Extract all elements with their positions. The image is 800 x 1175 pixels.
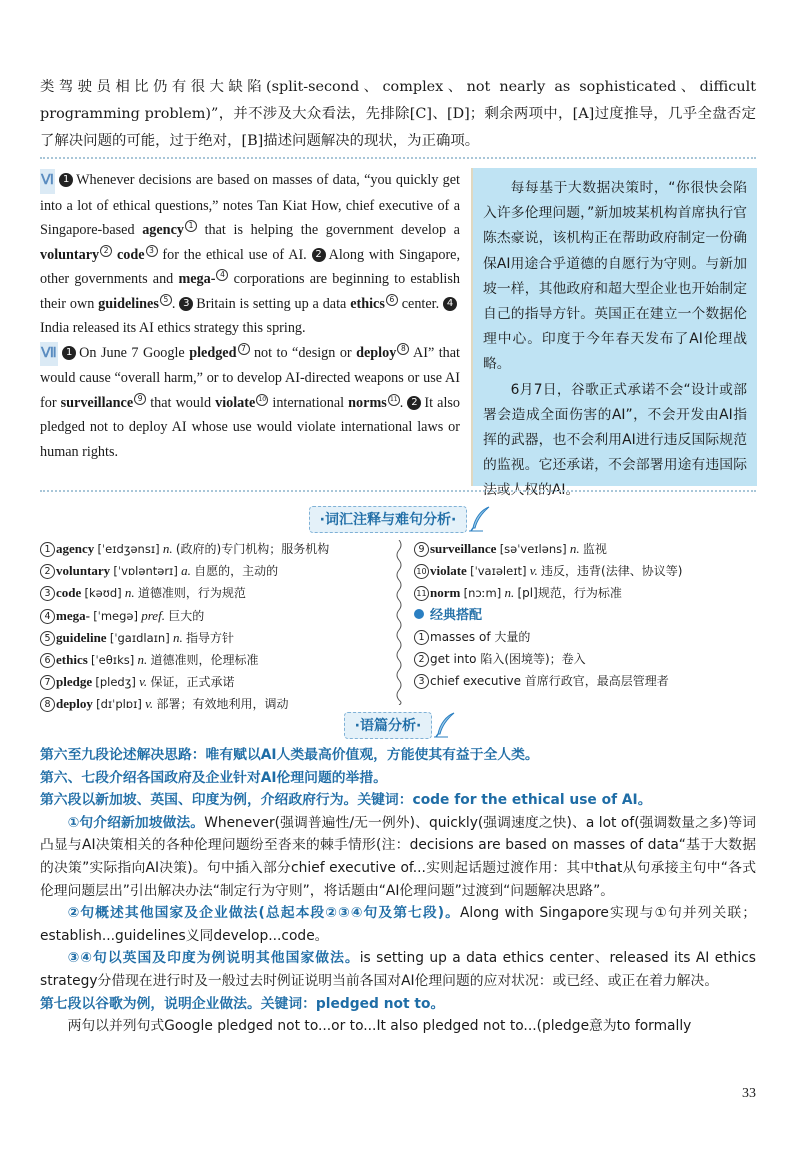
- vocab-word: code: [116, 246, 145, 263]
- footnote-marker: 2: [100, 245, 112, 257]
- section-pill: ·语篇分析·: [344, 712, 433, 739]
- footnote-marker: 1: [185, 220, 197, 232]
- sentence-number: 1: [59, 173, 73, 187]
- para-marker-6: Ⅵ: [40, 169, 55, 194]
- collocation-entry: 3 chief executive 首席行政官，最高层管理者: [414, 670, 764, 692]
- paragraph-6: Ⅵ 1 Whenever decisions are based on masses of data, “you quickly get into a lot of ethical questions,” notes Tan Kiat How, chief executive of a Singapore-based agency 1 that is helping the government develop a voluntary 2 code 3 for the ethical use of AI. 2 Along with Singapore, other governments and mega- 4 corporations are beginning to establish their own guidelines 5 . 3 Britain is setting up a data ethics 6 center. 4India released its AI ethics strategy this spring.: [40, 168, 460, 341]
- footnote-marker: 5: [160, 294, 172, 306]
- vocab-word: deploy: [356, 344, 397, 361]
- vocab-word: guidelines: [98, 295, 159, 312]
- footnote-marker: 9: [134, 393, 146, 405]
- analysis-para-2: ②句概述其他国家及企业做法(总起本段②③④句及第七段)。Along with Singapore实现与①句并列关联；establish...guidelines义同develop...code。: [40, 905, 756, 944]
- vocab-list-left: [40, 538, 390, 716]
- analysis-para-1: ①句介绍新加坡做法。Whenever(强调普遍性/无一例外)、quickly(强调速度之快)、a lot of(强调数量之多)等词凸显与AI决策相关的各种伦理问题纷至沓来的棘手情形(注：decisions are based on masses of data“基于大数据的决策”实际指向AI决策)。句中插入部分chief executive of...实则起话题过渡作用：其中that从句承接主句中“各式伦理问题层出”引出解决办法“制定行为守则”，将话题由“AI伦理问题”过渡到“问题解决思路”。: [40, 814, 757, 899]
- vocab-word: mega-: [178, 271, 216, 287]
- vocab-section-title: [0, 506, 800, 533]
- sentence-number: 1: [62, 346, 76, 360]
- analysis-para-3: ③④句以英国及印度为例说明其他国家做法。is setting up a data ethics center、released its AI ethics strategy分借现在进行时及一般过去时例证说明当前各国对AI伦理问题的应对状况：或已经、或正在着力解决。: [40, 950, 756, 989]
- discourse-analysis: [40, 744, 756, 1038]
- quill-pen-icon: [469, 506, 491, 532]
- classic-collocations-heading: 经典搭配: [414, 605, 764, 626]
- vocab-entry: 3 code [kəʊd] n. 道德准则，行为规范: [40, 582, 390, 604]
- vocab-entry: 6 ethics [ˈeθɪks] n. 道德准则，伦理标准: [40, 649, 390, 671]
- translation-box: [471, 168, 757, 499]
- vocab-entry: 7 pledge [pledʒ] v. 保证，正式承诺: [40, 671, 390, 693]
- footnote-marker: 7: [238, 343, 250, 355]
- column-divider-wavy: [393, 540, 405, 705]
- bullet-dot-icon: [414, 609, 424, 619]
- footnote-marker: 10: [256, 394, 268, 406]
- sentence-number: 2: [312, 248, 326, 262]
- footnote-marker: 3: [146, 245, 158, 257]
- analysis-line-1: 第六至九段论述解决思路：唯有赋以AI人类最高价值观，方能使其有益于全人类。: [40, 747, 539, 763]
- vocab-word: agency: [142, 222, 184, 238]
- paragraph-7: Ⅶ 1 On June 7 Google pledged 7 not to “design or deploy 8 AI” that would cause “overall harm,” or to develop AI-directed weapons or use AI for surveillance 9 that would violate 10 international norms 11 . 2 It also pledged not to deploy AI whose use would violate international laws or human rights.: [40, 343, 461, 460]
- collocation-entry: 1 masses of 大量的: [414, 626, 764, 648]
- intro-paragraph: 类驾驶员相比仍有很大缺陷(split-second、complex、not nearly as sophisticated、difficult programming problem)”，并不涉及大众看法，先排除[C]、[D]；剩余两项中，[A]过度推导，几乎全盘否定了解决问题的可能，过于绝对，[B]描述问题解决的现状，为正确项。: [40, 79, 756, 149]
- passage-english: [40, 168, 460, 464]
- analysis-para-4: 两句以并列句式Google pledged not to...or to...It also pledged not to...(pledge意为to formally: [67, 1018, 692, 1035]
- vocab-word: norms: [348, 394, 387, 411]
- sentence-number: 3: [179, 297, 193, 311]
- translation-para-2: 6月7日，谷歌正式承诺不会“设计或部署会造成全面伤害的AI”，不会开发由AI指挥的武器，也不会利用AI进行违反国际规范的监视。它还承诺，不会部署用途有违国际法或人权的AI。: [483, 381, 747, 499]
- analysis-line-2: 第六、七段介绍各国政府及企业针对AI伦理问题的举措。: [40, 769, 387, 786]
- divider-middle: [40, 490, 756, 492]
- footnote-marker: 6: [386, 294, 398, 306]
- sentence-number: 2: [407, 396, 421, 410]
- vocab-word: surveillance: [60, 394, 134, 411]
- analysis-section-title: [0, 712, 800, 739]
- vocab-entry: 2 voluntary [ˈvɒləntərɪ] a. 自愿的，主动的: [40, 560, 390, 582]
- vocab-entry: 5 guideline [ˈgaɪdlaɪn] n. 指导方针: [40, 627, 390, 649]
- vocab-entry: 8 deploy [dɪˈplɒɪ] v. 部署；有效地利用，调动: [40, 693, 390, 715]
- translation-para-1: 每每基于大数据决策时，“你很快会陷入许多伦理问题，”新加坡某机构首席执行官陈杰豪说，该机构正在帮助政府制定一份确保AI用途合乎道德的自愿行为守则。与新加坡一样，其他政府和超大型企业也开始制定自己的指导方针。英国正在建立一个数据伦理中心。印度于今年春天发布了AI伦理战略。: [483, 180, 747, 373]
- quill-pen-icon: [434, 712, 456, 738]
- vocab-entry: 9 surveillance [səˈveɪləns] n. 监视: [414, 538, 764, 560]
- collocation-entry: 2 get into 陷入(困境等)；卷入: [414, 648, 764, 670]
- vocab-entry: 4 mega- [ˈmegə] pref. 巨大的: [40, 605, 390, 627]
- page-number: 33: [742, 1086, 756, 1101]
- analysis-line-3: 第六段以新加坡、英国、印度为例，介绍政府行为。关键词：code for the ethical use of AI。: [40, 792, 652, 809]
- vocab-list-right: [414, 538, 764, 692]
- vocab-word: ethics: [350, 295, 385, 312]
- vocab-entry: 10 violate [ˈvaɪəleɪt] v. 违反，违背(法律、协议等): [414, 560, 764, 582]
- section-pill: ·词汇注释与难句分析·: [309, 506, 468, 533]
- divider-top: [40, 157, 756, 159]
- vocab-word: voluntary: [40, 246, 100, 263]
- analysis-line-4: 第七段以谷歌为例，说明企业做法。关键词：pledged not to。: [40, 995, 445, 1012]
- vocab-word: pledged: [189, 344, 237, 361]
- footnote-marker: 8: [397, 343, 409, 355]
- footnote-marker: 4: [216, 269, 228, 281]
- vocab-word: violate: [215, 394, 256, 411]
- para-marker-7: Ⅶ: [40, 342, 58, 367]
- sentence-number: 4: [443, 297, 457, 311]
- vocab-entry: 11 norm [nɔːm] n. [pl]规范，行为标准: [414, 582, 764, 604]
- footnote-marker: 11: [388, 394, 400, 406]
- vocab-entry: 1 agency [ˈeɪdʒənsɪ] n. (政府的)专门机构；服务机构: [40, 538, 390, 560]
